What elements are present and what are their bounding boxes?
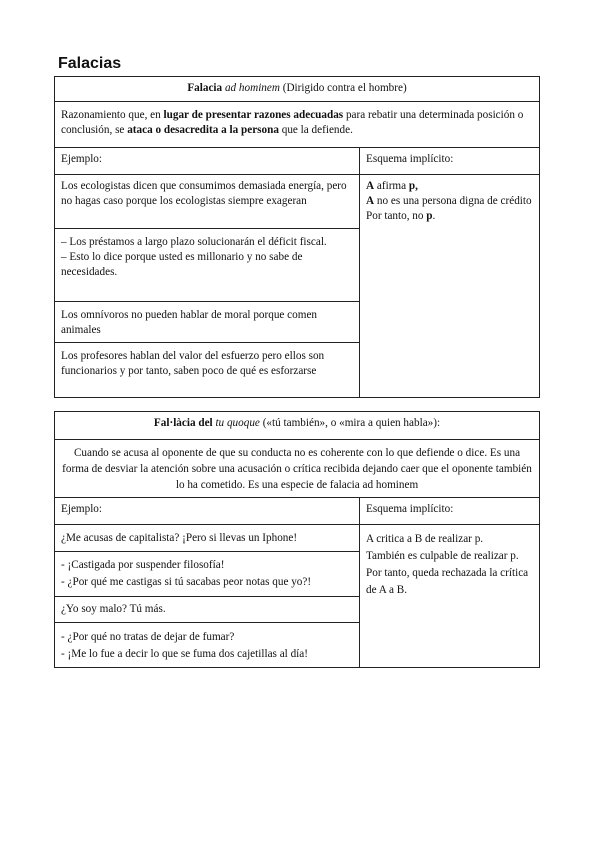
- scheme-line: También es culpable de realizar p.: [366, 550, 519, 562]
- scheme-text: afirma: [376, 180, 407, 192]
- scheme-text: no es una persona digna de crédito Por tanto, no: [366, 195, 532, 222]
- esquema-header: Esquema implícito:: [360, 498, 540, 525]
- def-text: para rebatir una determinada posición o conclusión, se: [61, 109, 524, 136]
- title-bold: Fal·làcia del: [153, 417, 213, 429]
- scheme-cell: [360, 175, 540, 398]
- ad-hominem-title: [55, 77, 540, 102]
- scheme-var: p: [426, 210, 433, 222]
- example-line: – Los préstamos a largo plazo solucionarán el déficit fiscal.: [61, 236, 327, 248]
- example-line: Los omnívoros no pueden hablar de moral porque comen animales: [61, 309, 318, 336]
- scheme-var: p,: [408, 180, 418, 192]
- example-cell: [55, 597, 360, 623]
- ejemplo-header: Ejemplo:: [55, 498, 360, 525]
- tu-quoque-title: [55, 412, 540, 440]
- example-cell: [55, 525, 360, 552]
- title-rest: (Dirigido contra el hombre): [282, 82, 407, 94]
- tu-quoque-definition: Cuando se acusa al oponente de que su conducta no es coherente con lo que defiende o dice. Es una forma de desviar la atención sobre una acusación o crítica recibida dejando caer que el oponente también lo ha cometido. Es una especie de falacia ad hominem: [55, 440, 540, 498]
- ad-hominem-table: [54, 76, 540, 398]
- ejemplo-header: Ejemplo:: [55, 148, 360, 175]
- example-line: - ¿Por qué no tratas de dejar de fumar?: [61, 631, 235, 643]
- title-rest: («tú también», o «mira a quien habla»):: [262, 417, 441, 429]
- example-line: - ¡Me lo fue a decir lo que se fuma dos cajetillas al día!: [61, 648, 308, 660]
- scheme-line: Por tanto, queda rechazada la crítica de A a B.: [366, 567, 529, 596]
- example-cell: [55, 229, 360, 302]
- example-cell: [55, 302, 360, 343]
- scheme-var: A: [366, 195, 375, 207]
- example-line: ¿Yo soy malo? Tú más.: [61, 603, 166, 615]
- example-line: ¿Me acusas de capitalista? ¡Pero si llevas un Iphone!: [61, 531, 298, 544]
- def-text: Razonamiento que, en: [61, 109, 161, 121]
- example-cell: [55, 552, 360, 597]
- def-bold: lugar de presentar razones adecuadas: [163, 109, 344, 121]
- scheme-text: .: [432, 210, 436, 222]
- page-title: Falacias: [58, 55, 122, 72]
- title-bold: Falacia: [187, 82, 223, 94]
- def-text: que la defiende.: [281, 124, 353, 136]
- tu-quoque-table: [54, 411, 540, 668]
- example-line: Los profesores hablan del valor del esfuerzo pero ellos son funcionarios y por tanto, saben poco de qué es esforzarse: [61, 350, 325, 377]
- title-italic: ad hominem: [224, 82, 280, 94]
- scheme-line: [366, 179, 533, 194]
- esquema-header: Esquema implícito:: [360, 148, 540, 175]
- title-italic: tu quoque: [215, 417, 260, 429]
- example-cell: [55, 623, 360, 668]
- example-line: - ¿Por qué me castigas si tú sacabas peor notas que yo?!: [61, 576, 312, 588]
- scheme-line: [366, 194, 533, 224]
- example-line: Los ecologistas dicen que consumimos demasiada energía, pero no hagas caso porque los ecologistas siempre exageran: [61, 180, 347, 207]
- scheme-line: A critica a B de realizar p.: [366, 533, 484, 545]
- ad-hominem-definition: [55, 102, 540, 148]
- example-cell: [55, 343, 360, 398]
- def-bold: ataca o desacredita a la persona: [127, 124, 279, 136]
- scheme-cell: [360, 525, 540, 668]
- example-cell: [55, 175, 360, 229]
- scheme-var: A: [366, 180, 375, 192]
- example-line: – Esto lo dice porque usted es millonario y no sabe de necesidades.: [61, 251, 303, 278]
- example-line: - ¡Castigada por suspender filosofía!: [61, 559, 225, 571]
